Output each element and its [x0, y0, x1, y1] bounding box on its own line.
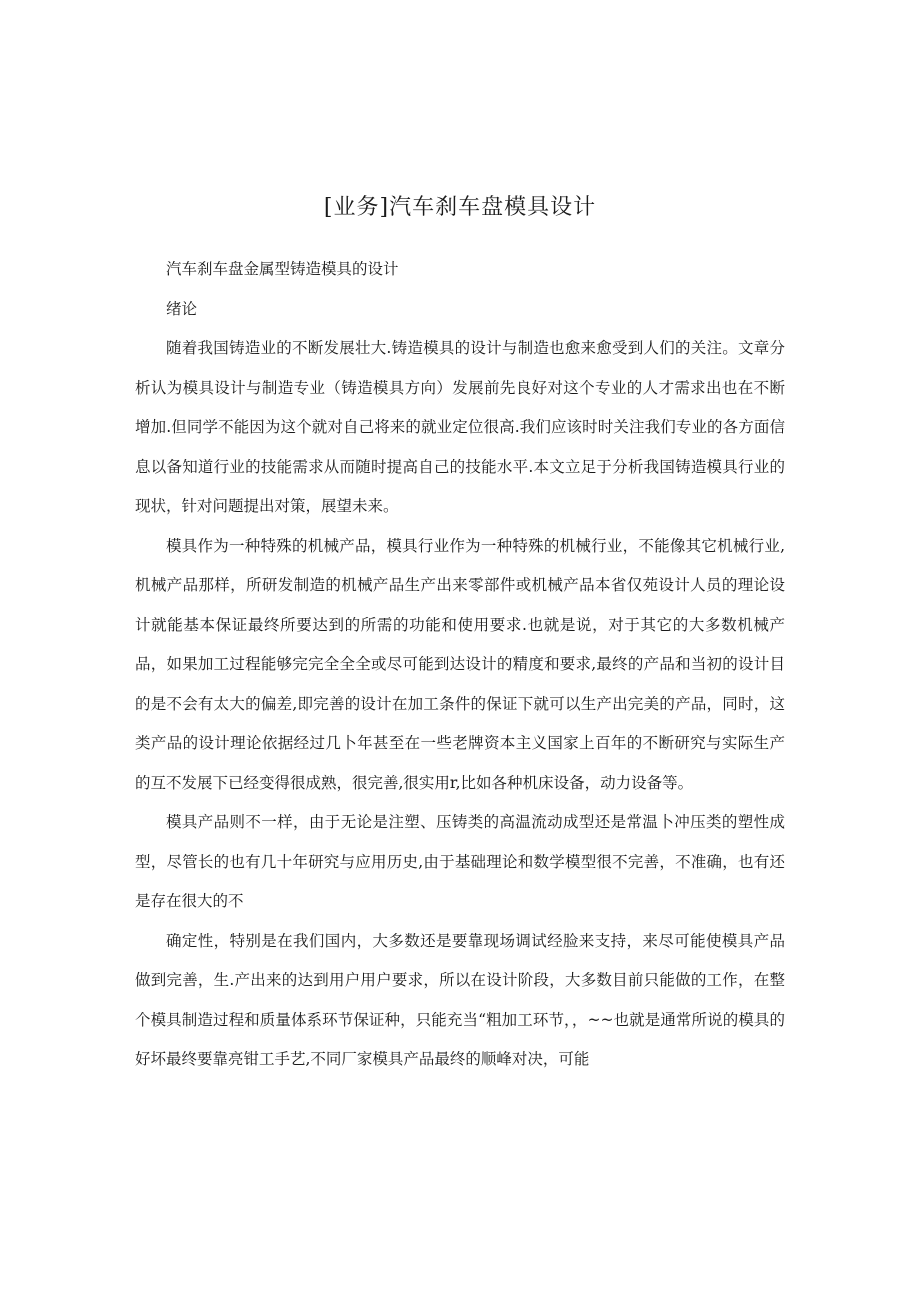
- paragraph: 模具作为一种特殊的机械产品，模具行业作为一种特殊的机械行业，不能像其它机械行业,机械产品那样，所研发制造的机械产品生产出来零部件或机械产品本省仅苑设计人员的理论设计就能基本保证最终所要达到的所需的功能和使用要求.也就是说，对于其它的大多数机械产品，如果加工过程能够完完全全全或尽可能到达设计的精度和要求,最终的产品和当初的设计目的是不会有太大的偏差,即完善的设计在加工条件的保证下就可以生产出完美的产品，同时，这类产品的设计理论依据经过几卜年甚至在一些老牌资本主义国家上百年的不断研究与实际生产的互不发展下已经变得很成熟，很完善,很实用r,比如各种机床设备，动力设备等。: [135, 536, 785, 792]
- document-subtitle: 汽车刹车盘金属型铸造模具的设计: [166, 260, 399, 278]
- section-heading: 绪论: [166, 299, 198, 318]
- paragraph: 确定性，特别是在我们国内，大多数还是要靠现场调试经脸来支持，来尽可能使模具产品做到完善，生.产出来的达到用户用户要求，所以在设计阶段，大多数目前只能做的工作，在整个模具制造过程和质量体系环节保证种，只能充当“粗加工环节，，~~也就是通常所说的模具的好坏最终要靠亮钳工手艺,不同厂家模具产品最终的顺峰对决，可能: [135, 931, 785, 1068]
- document-body: [135, 250, 785, 1080]
- paragraph: 模具产品则不一样，由于无论是注塑、压铸类的高温流动成型还是常温卜冲压类的塑性成型，尽管长的也有几十年研究与应用历史,由于基础理论和数学模型很不完善，不准确，也有还是存在很大的不: [135, 813, 785, 910]
- document-title: [业务]汽车刹车盘模具设计: [323, 195, 597, 220]
- paragraph: 随着我国铸造业的不断发展壮大.铸造模具的设计与制造也愈来愈受到人们的关注。文章分析认为模具设计与制造专业（铸造模具方向）发展前先良好对这个专业的人才需求出也在不断增加.但同学不能因为这个就对自己将来的就业定位很高.我们应该时时关注我们专业的各方面信息以备知道行业的技能需求从而随时提高自己的技能水平.本文立足于分析我国铸造模具行业的现状，针对问题提出对策，展望未来。: [135, 339, 785, 515]
